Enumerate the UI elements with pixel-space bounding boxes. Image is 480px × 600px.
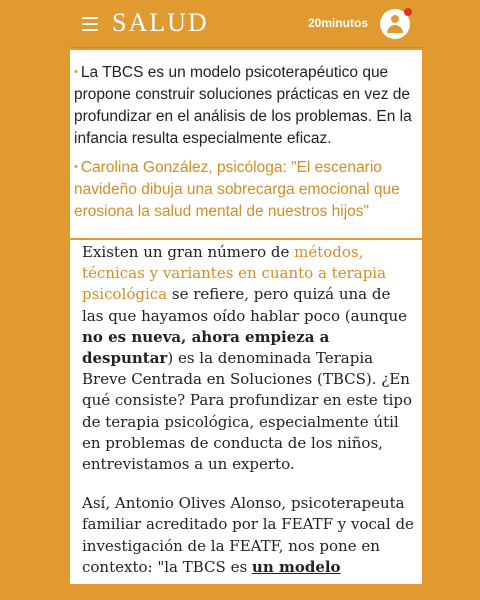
bullet-icon: • (74, 161, 78, 173)
bottom-bar (70, 584, 422, 600)
phone-screen (70, 0, 422, 600)
summary-item: • La TBCS es un modelo psicoterapéutico que propone construir soluciones prácticas en vez de profundizar en el análisis de los problemas. En la infancia resulta especialmente eficaz. (74, 64, 412, 147)
therapy-methods-link[interactable]: métodos, técnicas y variantes en cuanto a terapia psicológica (82, 243, 387, 304)
summary-item-quote[interactable]: • Carolina González, psicóloga: "El escenario navideño dibuja una sobrecarga emocional que erosiona la salud mental de nuestros hijos" (74, 159, 400, 220)
article-paragraph: Así, Antonio Olives Alonso, psicoterapeuta familiar acreditado por la FEATF y vocal de investigación de la FEATF, nos pone en contexto: "la TBCS es un modelo (82, 494, 414, 576)
article-paragraph: Existen un gran número de métodos, técnicas y variantes en cuanto a terapia psicológica se refiere, pero quizá una de las que hayamos oído hablar poco (aunque no es nueva, ahora empieza a despuntar) es la denominada Terapia Breve Centrada en Soluciones (TBCS). ¿En qué consiste? Para profundizar en este tipo de terapia psicológica, especialmente útil en problemas de conducta de los niños, entrevistamos a un experto. (82, 243, 413, 474)
partner-logo[interactable]: 20minutos (308, 16, 369, 30)
user-avatar-icon[interactable] (380, 9, 410, 39)
article-summary (70, 50, 422, 238)
bullet-icon: • (74, 66, 78, 78)
article-body (70, 240, 422, 584)
site-header (70, 0, 422, 48)
notification-dot (404, 8, 412, 16)
hamburger-icon[interactable] (82, 17, 98, 31)
section-title[interactable]: SALUD (112, 8, 209, 37)
